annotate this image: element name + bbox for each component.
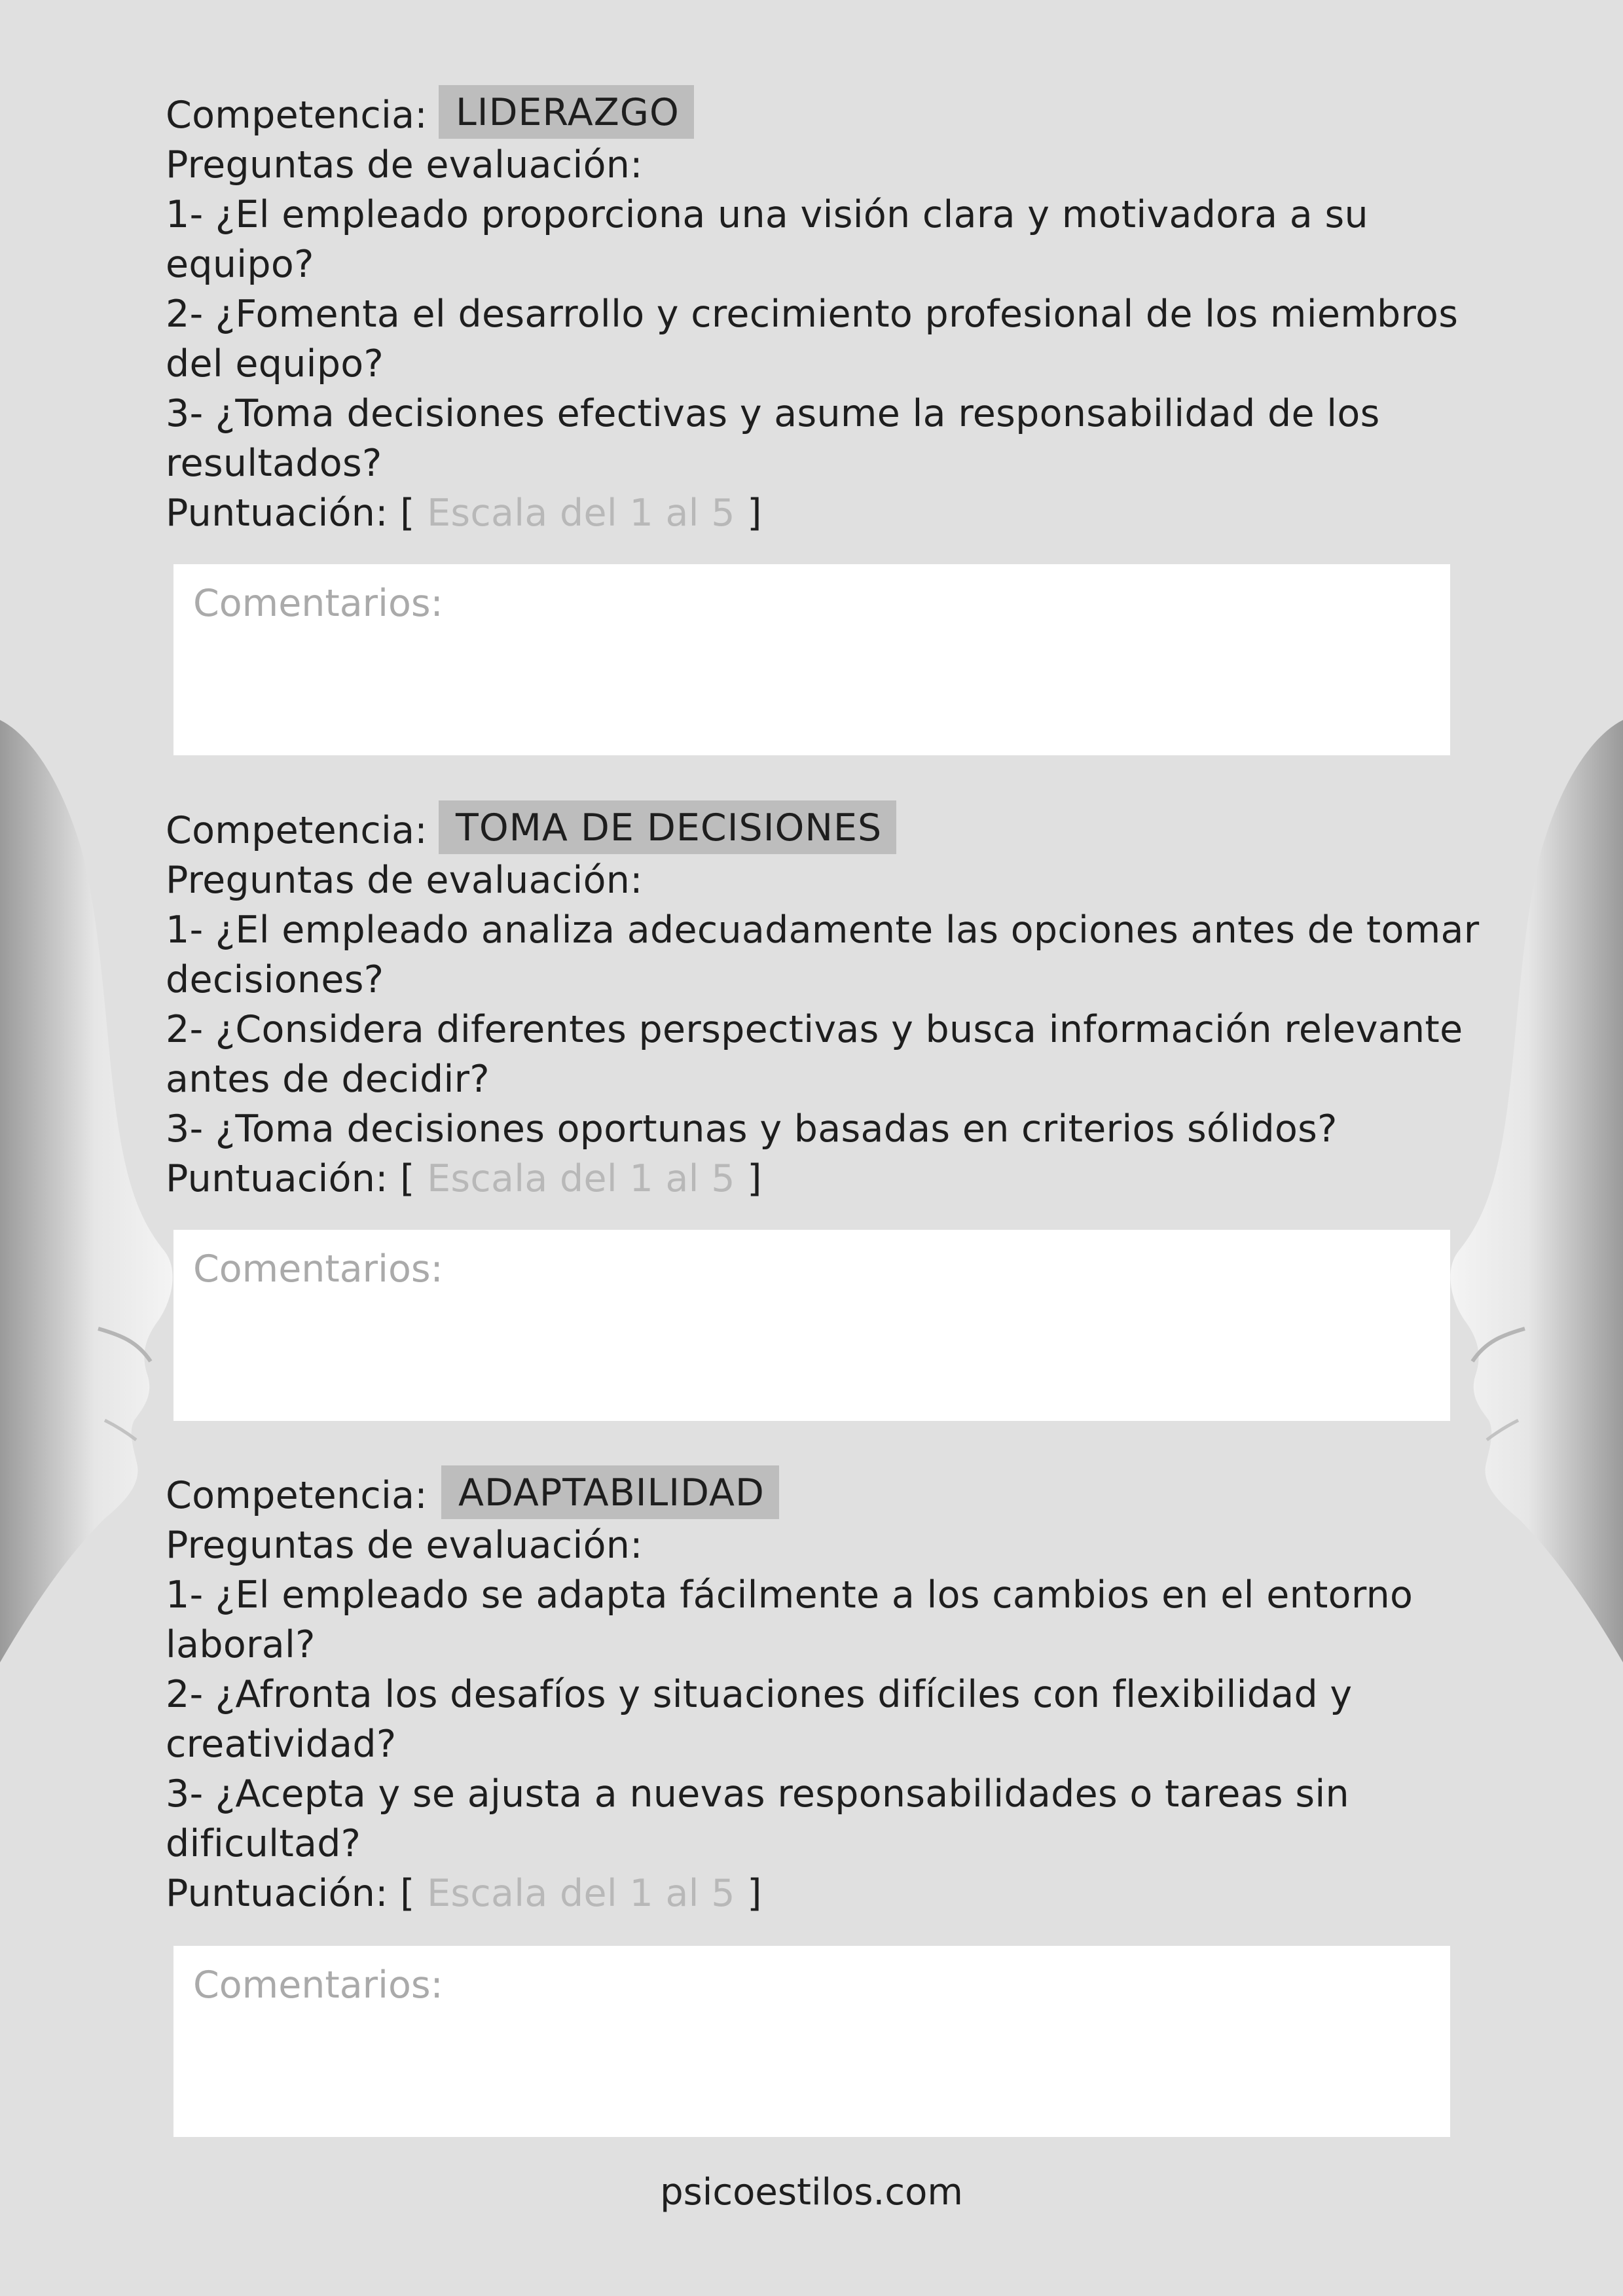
question-line: 1- ¿El empleado se adapta fácilmente a los cambios en el entorno bbox=[166, 1573, 1413, 1617]
question-line: laboral? bbox=[166, 1623, 316, 1666]
score-row bbox=[166, 488, 762, 538]
competency-name-badge: TOMA DE DECISIONES bbox=[439, 800, 896, 854]
question-line: 1- ¿El empleado analiza adecuadamente las opciones antes de tomar bbox=[166, 908, 1480, 952]
question-line: 3- ¿Toma decisiones oportunas y basadas en criterios sólidos? bbox=[166, 1107, 1338, 1151]
question-line: antes de decidir? bbox=[166, 1058, 490, 1101]
comments-placeholder: Comentarios: bbox=[193, 582, 443, 625]
competency-prefix: Competencia: bbox=[166, 809, 428, 852]
competency-prefix: Competencia: bbox=[166, 1474, 428, 1517]
comments-textbox[interactable] bbox=[173, 1946, 1450, 2137]
score-field[interactable]: Escala del 1 al 5 bbox=[427, 492, 735, 535]
score-row bbox=[166, 1869, 762, 1918]
question-line: 2- ¿Considera diferentes perspectivas y busca información relevante bbox=[166, 1008, 1463, 1051]
score-label: Puntuación: [ bbox=[166, 1157, 415, 1200]
question-line: decisiones? bbox=[166, 958, 384, 1001]
question-line: equipo? bbox=[166, 243, 314, 286]
questions-heading: Preguntas de evaluación: bbox=[166, 143, 643, 187]
question-line: 3- ¿Toma decisiones efectivas y asume la responsabilidad de los bbox=[166, 392, 1380, 435]
score-label: Puntuación: [ bbox=[166, 492, 415, 535]
face-profile-right-image bbox=[1427, 681, 1623, 1702]
score-field[interactable]: Escala del 1 al 5 bbox=[427, 1872, 735, 1915]
question-line: 3- ¿Acepta y se ajusta a nuevas responsabilidades o tareas sin bbox=[166, 1772, 1349, 1816]
question-line: creatividad? bbox=[166, 1723, 397, 1766]
score-close-bracket: ] bbox=[747, 1872, 762, 1915]
question-line: 1- ¿El empleado proporciona una visión clara y motivadora a su bbox=[166, 193, 1368, 236]
question-line: del equipo? bbox=[166, 342, 384, 386]
comments-textbox[interactable] bbox=[173, 1230, 1450, 1421]
competency-prefix: Competencia: bbox=[166, 94, 428, 137]
questions-heading: Preguntas de evaluación: bbox=[166, 859, 643, 902]
score-close-bracket: ] bbox=[747, 1157, 762, 1200]
question-line: resultados? bbox=[166, 442, 382, 485]
comments-placeholder: Comentarios: bbox=[193, 1247, 443, 1291]
competency-name-badge: ADAPTABILIDAD bbox=[441, 1465, 779, 1519]
footer-website: psicoestilos.com bbox=[660, 2171, 963, 2214]
score-field[interactable]: Escala del 1 al 5 bbox=[427, 1157, 735, 1200]
question-line: 2- ¿Afronta los desafíos y situaciones difíciles con flexibilidad y bbox=[166, 1673, 1353, 1716]
score-row bbox=[166, 1154, 762, 1204]
competency-name-badge: LIDERAZGO bbox=[439, 85, 694, 139]
score-label: Puntuación: [ bbox=[166, 1872, 415, 1915]
questions-heading: Preguntas de evaluación: bbox=[166, 1524, 643, 1567]
question-line: 2- ¿Fomenta el desarrollo y crecimiento profesional de los miembros bbox=[166, 293, 1459, 336]
comments-placeholder: Comentarios: bbox=[193, 1964, 443, 2007]
comments-textbox[interactable] bbox=[173, 564, 1450, 755]
question-line: dificultad? bbox=[166, 1822, 361, 1865]
score-close-bracket: ] bbox=[747, 492, 762, 535]
